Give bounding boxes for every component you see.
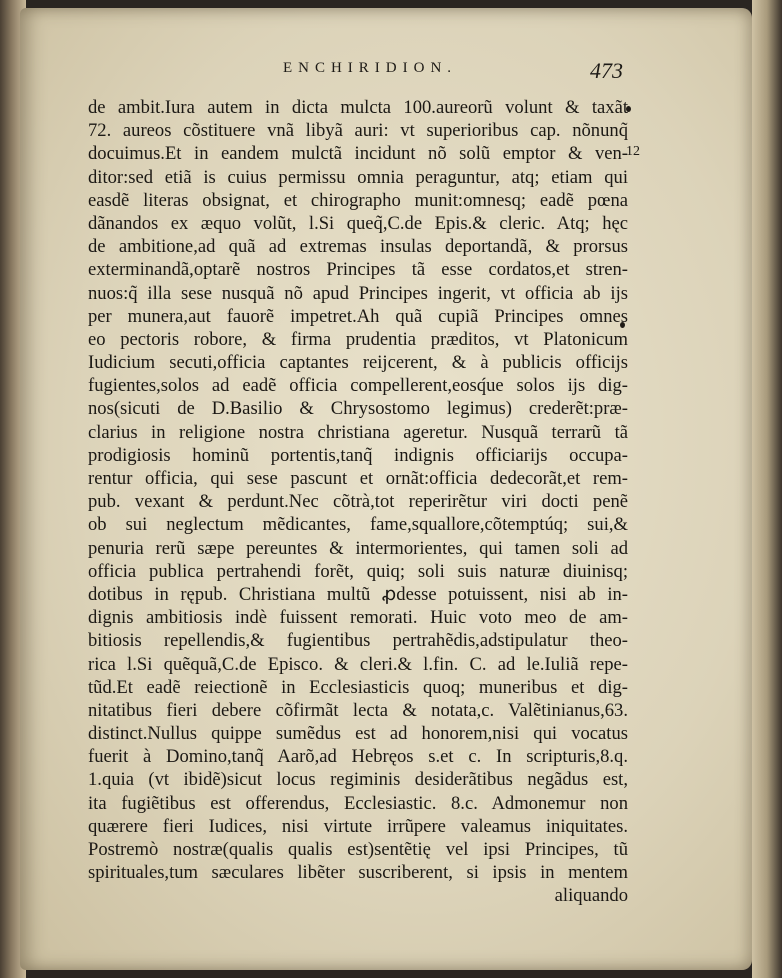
text-line: ita fugiẽtibus est offerendus, Ecclesiastic. 8.c. Admonemur non (88, 792, 628, 814)
text-line: clarius in religione nostra christiana ageretur. Nusquã terrarũ tã (88, 421, 628, 443)
text-line: rica l.Si quẽquã,C.de Episco. & cleri.& l.fin. C. ad le.Iuliã repe- (88, 653, 628, 675)
text-line: exterminandã,optarẽ nostros Principes tã esse cordatos,et stren- (88, 259, 628, 281)
text-line: nos(sicuti de D.Basilio & Chrysostomo legimus) crederẽt:præ- (88, 398, 628, 420)
text-line: quærere fieri Iudices, nisi virtute irrũpere valeamus iniquitates. (88, 815, 628, 837)
text-line: Iudicium secuti,officia captantes reijcerent, & à publicis officijs (88, 352, 628, 374)
text-line: fugientes,solos ad eadẽ officia compellerent,eosq́ue solos ijs dig- (88, 375, 628, 397)
text-line: 72. aureos cõstituere vnã libyã auri: vt superioribus cap. nõnunq̃ (88, 120, 628, 142)
body-text (88, 96, 628, 908)
text-line: penuria rerũ sæpe pereuntes & intermorientes, qui tamen soli ad (88, 537, 628, 559)
text-line: de ambit.Iura autem in dicta mulcta 100.aureorũ volunt & taxãt (88, 97, 628, 118)
running-head: ENCHIRIDION. (282, 60, 458, 76)
text-line: distinct.Nullus quippe sumẽdus est ad honorem,nisi qui vocatus (88, 723, 628, 745)
book-page (20, 8, 752, 970)
text-line: dignis ambitiosis indè fuissent remorati. Huic voto meo de am- (88, 607, 628, 629)
text-line: pub. vexant & perdunt.Nec cõtrà,tot reperirẽtur viri docti penẽ (88, 491, 628, 513)
text-line: spirituales,tum sæculares libẽter suscriberent, si ipsis in mentem (88, 862, 628, 884)
text-line: ditor:sed etiã is cuius permissu omnia peraguntur, atq; etiam qui (88, 166, 628, 188)
text-line: bitiosis repellendis,& fugientibus pertrahẽdis,adstipulatur theo- (88, 630, 628, 652)
text-line: dotibus in rępub. Christiana multũ ꝓdesse potuissent, nisi ab in- (88, 583, 628, 605)
text-line: ob sui neglectum mẽdicantes, fame,squallore,cõtemptúq; sui,& (88, 514, 628, 536)
margin-note: 12 (626, 144, 640, 159)
text-line: rentur officia, qui sese pascunt et ornãt:officia dedecorãt,et rem- (88, 468, 628, 489)
text-line: fuerit à Domino,tanq̃ Aarõ,ad Hebręos s.et c. In scripturis,8.q. (88, 746, 628, 768)
text-line: per munera,aut fauorẽ impetret.Ah quã cupiã Principes omnes (88, 305, 628, 327)
page-edges-right (752, 0, 782, 978)
text-line: nitatibus fieri debere cõfirmãt lecta & notata,c. Valẽtinianus,63. (88, 699, 628, 721)
text-line: dãnandos ex æquo volũt, l.Si queq̃,C.de Epis.& cleric. Atq; hęc (88, 212, 628, 234)
text-line: easdẽ literas obsignat, et chirographo munit:omnesq; eadẽ pœna (88, 189, 628, 211)
text-line: 1.quia (vt ibidẽ)sicut locus regiminis desiderãtibus negãdus est, (88, 769, 628, 791)
text-line: docuimus.Et in eandem mulctã incidunt nõ solũ emptor & ven- (88, 143, 628, 165)
text-line: aliquando (554, 885, 628, 907)
page-number: 473 (590, 58, 623, 83)
text-line: tũd.Et eadẽ reiectionẽ in Ecclesiasticis quoq; muneribus et dig- (88, 676, 628, 698)
text-line: nuos:q̃ illa sese nusquã nõ apud Principes ingerit, vt officia ab ijs (88, 282, 628, 304)
text-line: de ambitione,ad quã ad extremas insulas deportandã, & prorsus (88, 236, 628, 258)
text-line: eo pectoris robore, & firma prudentia præditos, vt Platonicum (88, 328, 628, 350)
text-line: prodigiosis hominũ portentis,tanq̃ indignis officiarijs occupa- (88, 444, 628, 466)
text-line: Postremò nostræ(qualis qualis est)sentẽtię vel ipsi Principes, tũ (88, 839, 628, 860)
text-line: officia publica pertrahendi forẽt, quiq; soli suis naturæ diuinisq; (88, 560, 628, 582)
